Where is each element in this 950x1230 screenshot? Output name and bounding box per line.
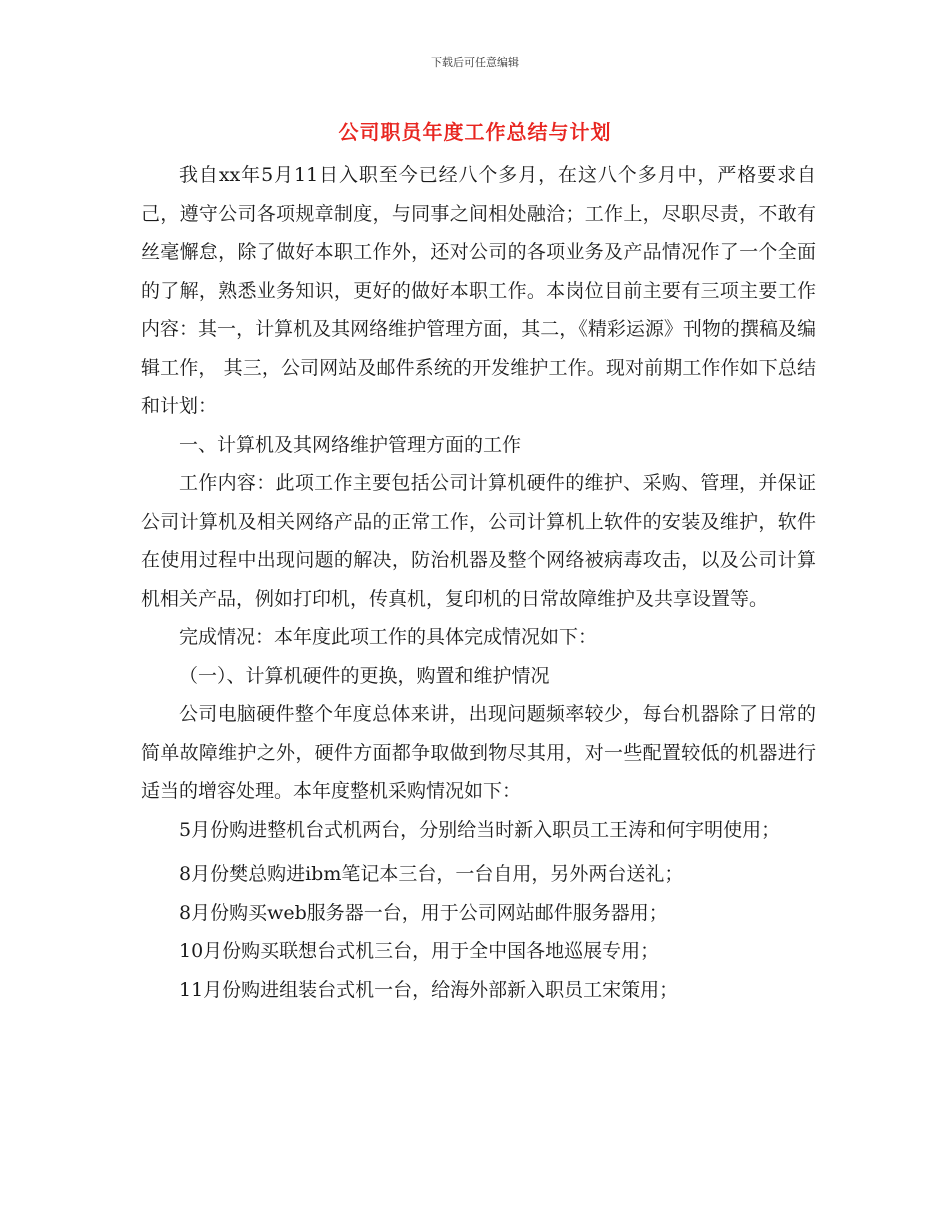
intro-paragraph: 我自xx年5月11日入职至今已经八个多月，在这八个多月中，严格要求自己，遵守公司各项规章制度，与同事之间相处融洽；工作上，尽职尽责，不敢有丝毫懈怠，除了做好本职工作外，还对公司的各项业务及产品情况作了一个全面的了解，熟悉业务知识，更好的做好本职工作。本岗位目前主要有三项主要工作内容：其一，计算机及其网络维护管理方面，其二，《精彩运源》刊物的撰稿及编辑工作， 其三，公司网站及邮件系统的开发维护工作。现对前期工作作如下总结和计划： (141, 164, 816, 417)
document-title: 公司职员年度工作总结与计划 (338, 120, 612, 144)
completion-paragraph: 完成情况：本年度此项工作的具体完成情况如下： (179, 626, 598, 648)
purchase-item: 8月份樊总购进ibm笔记本三台，一台自用，另外两台送礼； (179, 863, 684, 885)
purchase-item: 5月份购进整机台式机两台，分别给当时新入职员工王涛和何宇明使用； (179, 818, 781, 841)
hardware-paragraph: 公司电脑硬件整个年度总体来讲，出现问题频率较少，每台机器除了日常的简单故障维护之外，硬件方面都争取做到物尽其用，对一些配置较低的机器进行适当的增容处理。本年度整机采购情况如下： (141, 703, 816, 802)
document-body (141, 156, 816, 1009)
header-note: 下载后可任意编辑 (431, 56, 519, 69)
work-content-paragraph: 工作内容：此项工作主要包括公司计算机硬件的维护、采购、管理，并保证公司计算机及相关网络产品的正常工作，公司计算机上软件的安装及维护，软件在使用过程中出现问题的解决，防治机器及整个网络被病毒攻击，以及公司计算机相关产品，例如打印机，传真机，复印机的日常故障维护及共享设置等。 (141, 472, 816, 610)
section-heading: 一、计算机及其网络维护管理方面的工作 (179, 433, 522, 456)
purchase-item: 8月份购买web服务器一台，用于公司网站邮件服务器用； (179, 901, 668, 924)
purchase-item: 11月份购进组装台式机一台，给海外部新入职员工宋策用； (179, 978, 679, 1001)
subsection-heading: （一）、计算机硬件的更换，购置和维护情况 (179, 664, 550, 687)
purchase-item: 10月份购买联想台式机三台，用于全中国各地巡展专用； (179, 940, 660, 962)
